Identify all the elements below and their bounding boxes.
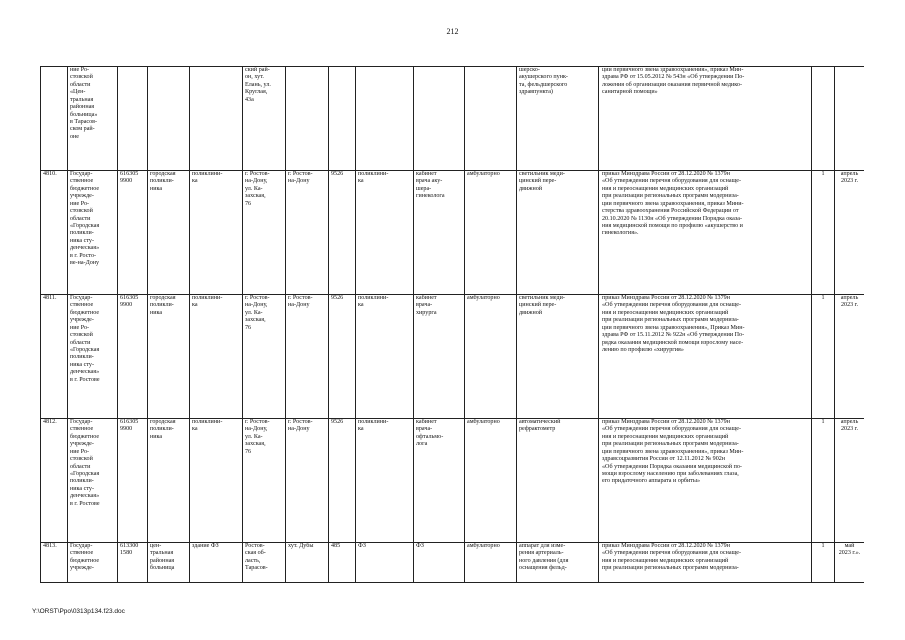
subdivision-cell — [190, 67, 243, 171]
address-cell: г. Ростов- на-Дону, ул. Ка- захская, 76 — [243, 295, 286, 419]
org-type-cell: цен- тральная районная больница — [148, 543, 190, 583]
unit-cell: поликлини- ка — [356, 171, 414, 295]
equipment-cell: аппарат для изме- рения артериаль- ного давления (для оснащения фельд- — [517, 543, 599, 583]
row-number-cell: 4811. — [41, 295, 68, 419]
row-number-cell: 4813. — [41, 543, 68, 583]
date-cell — [835, 67, 865, 171]
okato-code-cell — [329, 67, 356, 171]
row-number-cell: 4810. — [41, 171, 68, 295]
org-code-cell: 616305 9900 — [118, 295, 148, 419]
okato-code-cell: 9526 — [329, 171, 356, 295]
equipment-cell: светильник меди- цинский пере- движной — [517, 171, 599, 295]
equipment-cell: светильник меди- цинский пере- движной — [517, 295, 599, 419]
care-type-cell: амбулаторно — [465, 171, 517, 295]
org-type-cell: городская поликли- ника — [148, 295, 190, 419]
city-cell: г. Ростов- на-Дону — [286, 295, 329, 419]
okato-code-cell: 9526 — [329, 419, 356, 543]
subdivision-cell: здание ФЗ — [190, 543, 243, 583]
table-row — [41, 67, 865, 171]
subdivision-cell: поликлини- ка — [190, 171, 243, 295]
footer-file-path: Y:\ORST\Ppo\0313p134.f23.doc — [32, 608, 125, 615]
table-row — [41, 419, 865, 543]
org-type-cell: городская поликли- ника — [148, 419, 190, 543]
order-reference-cell: приказ Минздрава России от 28.12.2020 № 1379н «Об утверждении перечня оборудования для оснаще- ния и переоснащения медицинских организаций при реализации региональных программ модерниза- ции первичного звена здравоохранения», приказ Мин- здравсоцразвития России от 12.11.2012 № 902н «Об утверждении Порядка оказания медицинской по- мощи взрослому населению при заболеваниях глаза, его придаточного аппарата и орбиты» — [599, 419, 812, 543]
address-cell: г. Ростов- на-Дону, ул. Ка- захская, 76 — [243, 419, 286, 543]
org-code-cell: 616305 9900 — [118, 419, 148, 543]
city-cell: г. Ростов- на-Дону — [286, 171, 329, 295]
quantity-cell: 1 — [812, 419, 835, 543]
okato-code-cell: 9526 — [329, 295, 356, 419]
order-reference-cell: ции первичного звена здравоохранения», приказ Мин- здрава РФ от 15.05.2012 № 543н «Об утверждении По- ложения об организации оказания первичной медико- санитарной помощи» — [599, 67, 812, 171]
city-cell: хут. Дубы — [286, 543, 329, 583]
care-type-cell: амбулаторно — [465, 295, 517, 419]
cabinet-cell — [414, 67, 465, 171]
table-row — [41, 171, 865, 295]
organization-cell: Государ- ственное бюджетное учрежде- ние Ро- стовской области «Городская поликли- ника сту- денческая» в г. Росто- ве-на-Дону — [68, 171, 118, 295]
cabinet-cell: кабинет врача- хирурга — [414, 295, 465, 419]
page-number: 212 — [446, 27, 459, 36]
date-cell: апрель 2023 г. — [835, 295, 865, 419]
quantity-cell: 1 — [812, 171, 835, 295]
organization-cell: ние Ро- стовской области «Цен- тральная районная больница» в Тарасов- ском рай- оне — [68, 67, 118, 171]
date-cell: апрель 2023 г. — [835, 419, 865, 543]
organization-cell: Государ- ственное бюджетное учрежде- — [68, 543, 118, 583]
okato-code-cell: 485 — [329, 543, 356, 583]
care-type-cell: амбулаторно — [465, 419, 517, 543]
org-code-cell: 613300 1580 — [118, 543, 148, 583]
care-type-cell: амбулаторно — [465, 543, 517, 583]
table-row — [41, 543, 865, 583]
care-type-cell — [465, 67, 517, 171]
unit-cell: поликлини- ка — [356, 295, 414, 419]
unit-cell — [356, 67, 414, 171]
address-cell: г. Ростов- на-Дону, ул. Ка- захская, 76 — [243, 171, 286, 295]
organization-cell: Государ- ственное бюджетное учрежде- ние Ро- стовской области «Городская поликли- ника сту- денческая» в г. Ростове — [68, 419, 118, 543]
date-cell: апрель 2023 г. — [835, 171, 865, 295]
city-cell: г. Ростов- на-Дону — [286, 419, 329, 543]
quantity-cell: 1 — [812, 295, 835, 419]
document-table-container — [40, 66, 864, 596]
org-type-cell: городская поликли- ника — [148, 171, 190, 295]
row-number-cell: 4812. — [41, 419, 68, 543]
cabinet-cell: кабинет врача- офтальмо- лога — [414, 419, 465, 543]
quantity-cell — [812, 67, 835, 171]
organization-cell: Государ- ственное бюджетное учрежде- ние Ро- стовской области «Городская поликли- ника сту- денческая» в г. Ростове — [68, 295, 118, 419]
date-cell: май 2023 г.». — [835, 543, 865, 583]
equipment-table — [40, 66, 864, 583]
row-number-cell — [41, 67, 68, 171]
quantity-cell: 1 — [812, 543, 835, 583]
address-cell: ский рай- он, хут. Елань, ул. Круглая, 43а — [243, 67, 286, 171]
subdivision-cell: поликлини- ка — [190, 295, 243, 419]
org-type-cell — [148, 67, 190, 171]
address-cell: Ростов- ская об- ласть, Тарасов- — [243, 543, 286, 583]
subdivision-cell: поликлини- ка — [190, 419, 243, 543]
order-reference-cell: приказ Минздрава России от 28.12.2020 № 1379н «Об утверждении перечня оборудования для оснаще- ния и переоснащения медицинских организаций при реализации региональных программ модерниза- ции первичного звена здравоохранения», Приказ Мин- здрава РФ от 15.11.2012 № 922н «Об утверждении По- рядка оказания медицинской помощи взрослому насе- лению по профилю «хирургия» — [599, 295, 812, 419]
city-cell — [286, 67, 329, 171]
org-code-cell — [118, 67, 148, 171]
org-code-cell: 616305 9900 — [118, 171, 148, 295]
unit-cell: поликлини- ка — [356, 419, 414, 543]
cabinet-cell: кабинет врача аку- шера- гинеколога — [414, 171, 465, 295]
equipment-cell: автоматический рефрактометр — [517, 419, 599, 543]
unit-cell: ФЗ — [356, 543, 414, 583]
equipment-cell: шерско- акушерского пунк- та, фельдшерского здравпункта) — [517, 67, 599, 171]
table-row — [41, 295, 865, 419]
table-body — [41, 67, 865, 583]
cabinet-cell: ФЗ — [414, 543, 465, 583]
order-reference-cell: приказ Минздрава России от 28.12.2020 № 1379н «Об утверждении перечня оборудования для оснаще- ния и переоснащения медицинских организаций при реализации региональных программ модерниза- ции первичного звена здравоохранения, приказ Мини- стерства здравоохранения Российской Федерации от 20.10.2020 № 1130н «Об утверждении Порядка оказа- ния медицинской помощи по профилю «акушерство и гинекология». — [599, 171, 812, 295]
order-reference-cell: приказ Минздрава России от 28.12.2020 № 1379н «Об утверждении перечня оборудования для оснаще- ния и переоснащения медицинских организаций при реализации региональных программ модерниза- — [599, 543, 812, 583]
